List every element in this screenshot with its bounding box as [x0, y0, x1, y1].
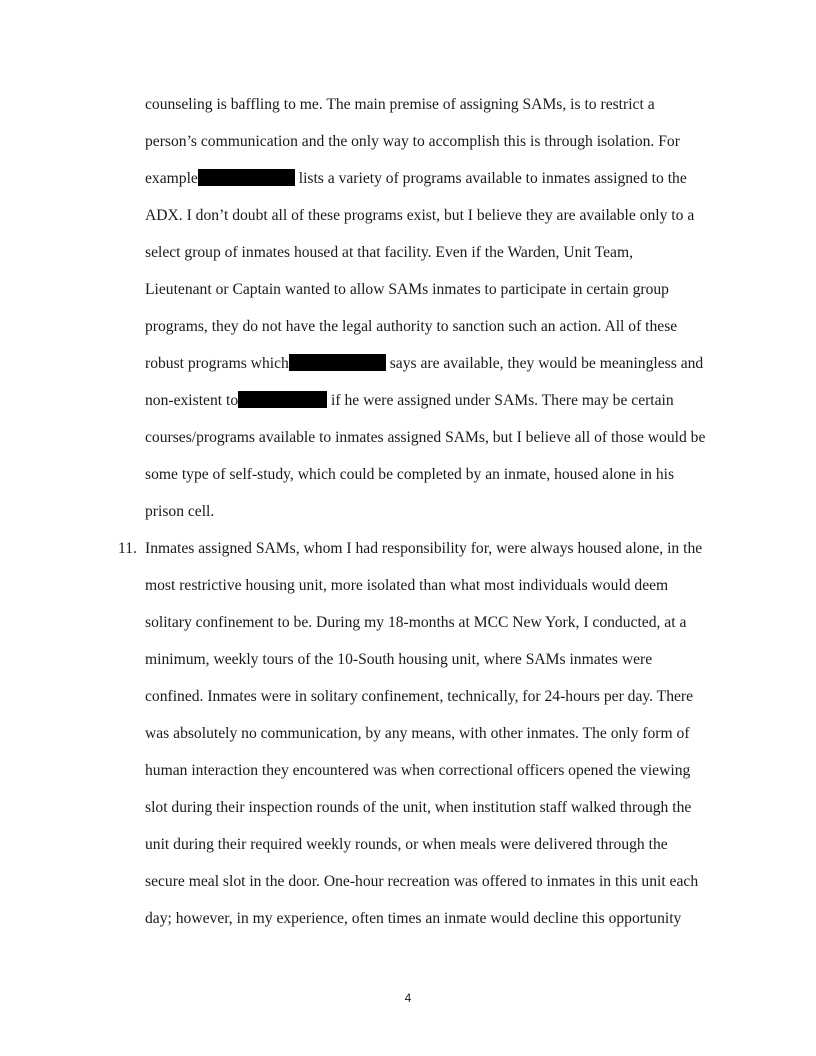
- text-line: person’s communication and the only way to accomplish this is through isolation. For: [145, 133, 680, 150]
- text-line: [145, 354, 703, 374]
- text-line: slot during their inspection rounds of the unit, when institution staff walked through the: [145, 799, 692, 816]
- text-line: most restrictive housing unit, more isolated than what most individuals would deem: [145, 577, 669, 594]
- text-line: solitary confinement to be. During my 18-months at MCC New York, I conducted, at a: [145, 614, 687, 631]
- text-line: ADX. I don’t doubt all of these programs exist, but I believe they are available only to a: [145, 207, 695, 224]
- text-line: some type of self-study, which could be completed by an inmate, housed alone in his: [145, 466, 675, 483]
- text-line: prison cell.: [145, 503, 215, 520]
- text-line: [145, 391, 674, 411]
- redaction-box: [198, 169, 295, 186]
- text-line: day; however, in my experience, often times an inmate would decline this opportunity: [145, 910, 682, 927]
- text-line: Inmates assigned SAMs, whom I had responsibility for, were always housed alone, in the: [145, 540, 703, 557]
- text-line: Lieutenant or Captain wanted to allow SAMs inmates to participate in certain group: [145, 281, 669, 298]
- text-line: was absolutely no communication, by any means, with other inmates. The only form of: [145, 725, 690, 742]
- redaction-box: [238, 391, 327, 408]
- text-line: unit during their required weekly rounds, or when meals were delivered through the: [145, 836, 668, 853]
- text-segment: non-existent to: [145, 392, 239, 409]
- text-line: human interaction they encountered was when correctional officers opened the viewing: [145, 762, 691, 779]
- text-line: select group of inmates housed at that facility. Even if the Warden, Unit Team,: [145, 244, 633, 261]
- text-segment: example: [145, 170, 198, 187]
- text-line: [145, 169, 687, 189]
- redaction-box: [289, 354, 386, 371]
- text-line: programs, they do not have the legal authority to sanction such an action. All of these: [145, 318, 678, 335]
- text-segment: robust programs which: [145, 355, 289, 372]
- text-line: secure meal slot in the door. One-hour recreation was offered to inmates in this unit each: [145, 873, 699, 890]
- text-line: courses/programs available to inmates assigned SAMs, but I believe all of those would be: [145, 429, 706, 446]
- list-number: 11.: [118, 540, 137, 557]
- text-segment: says are available, they would be meaningless and: [389, 355, 704, 372]
- text-line: confined. Inmates were in solitary confinement, technically, for 24-hours per day. There: [145, 688, 694, 705]
- text-segment: lists a variety of programs available to inmates assigned to the: [298, 170, 687, 187]
- page-number: 4: [404, 991, 412, 1005]
- text-line: minimum, weekly tours of the 10-South housing unit, where SAMs inmates were: [145, 651, 653, 668]
- text-segment: if he were assigned under SAMs. There may be certain: [331, 392, 674, 409]
- text-line: counseling is baffling to me. The main premise of assigning SAMs, is to restrict a: [145, 96, 655, 113]
